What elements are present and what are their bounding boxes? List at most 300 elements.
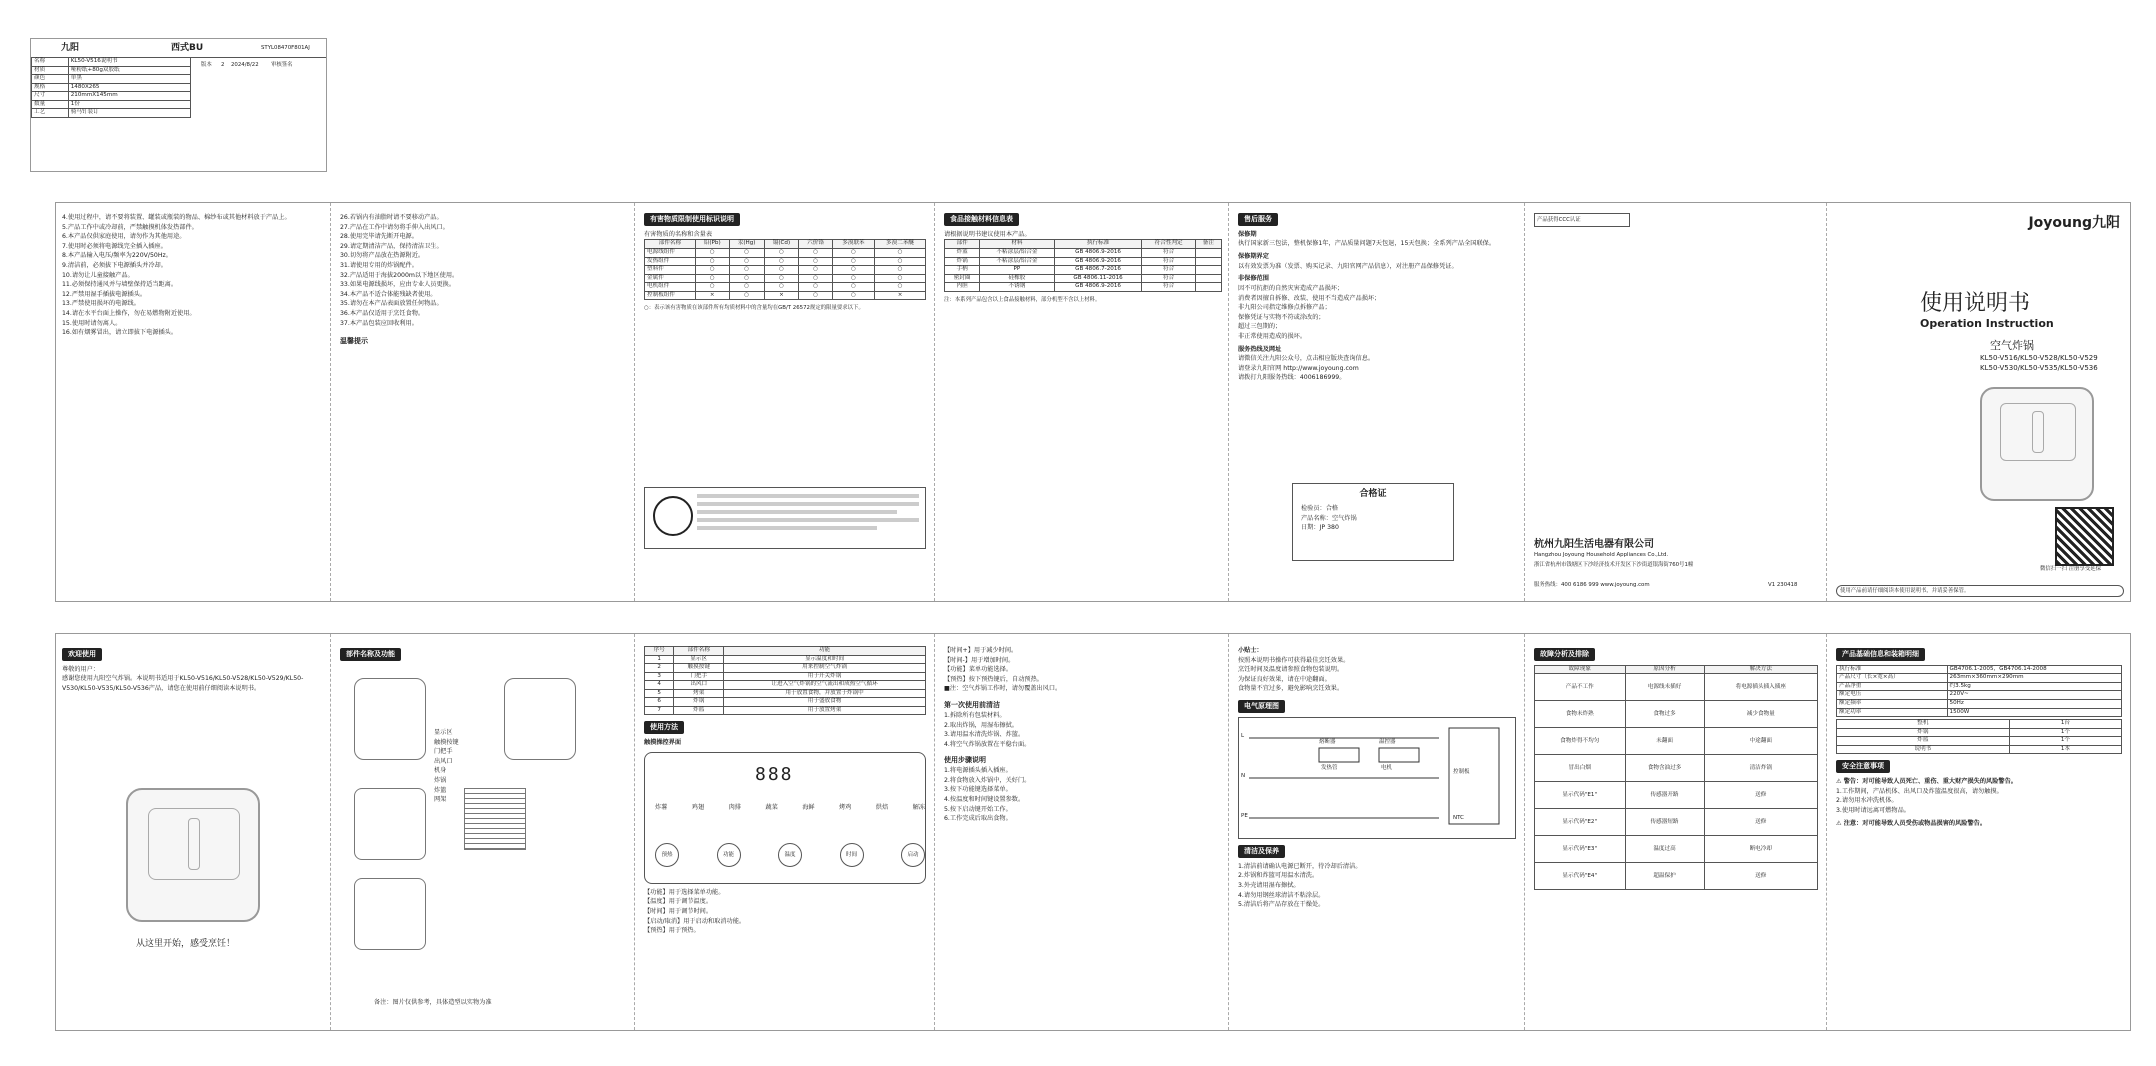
function-no: 3 [645,672,674,681]
parts-fryer-front [354,678,426,760]
food-remark [1195,249,1221,258]
first-title: 第一次使用前清洁 [944,701,1000,710]
food-row [945,266,1222,275]
safety-item: 6.本产品仅供家庭使用，请勿作为其他用途。 [62,233,186,241]
food-remark [1195,283,1221,292]
spec-row-label: 数量 [32,100,69,109]
safety-item: 7.使用时必须将电源线完全插入插座。 [62,242,167,250]
operation-step: 4.按温度和时间键设置参数。 [944,796,1025,803]
welcome-image [126,788,260,922]
mode-label: 炸薯 [655,803,668,811]
function-row [645,664,926,673]
food-header: 执行标准 [1054,240,1142,249]
hazard-mark: ○ [729,249,764,258]
food-header: 部件 [945,240,980,249]
trouble-row [1535,755,1818,782]
hazard-header: 多溴联苯 [832,240,874,249]
hazard-row [645,266,926,275]
hazard-mark: × [695,291,729,300]
spec-date: 2024/8/22 [231,62,259,68]
tip-item: 按照本说明书操作可获得最佳烹饪效果。 [1238,656,1350,664]
hazard-mark: ○ [832,283,874,292]
safety-item: 26.若锅内有油脂时请不要移动产品。 [340,214,443,221]
food-result: 符合 [1142,274,1195,283]
function-col [638,638,932,1026]
trouble-row [1535,809,1818,836]
touch-button[interactable]: 功能 [717,843,741,867]
packing-row [1837,745,2122,754]
service-item: 非正常使用造成的损坏。 [1238,332,1307,340]
mode-label: 肉排 [728,803,741,811]
caution-icon: ⚠ [1836,819,1844,827]
service-item: 消费者因擅自拆修、改装、使用不当造成产品损坏； [1238,294,1381,302]
spec-row-label: 规格 [32,83,69,92]
function-no: 2 [645,664,674,673]
parts-note: 备注：图片仅供参考，具体造型以实物为准 [374,999,492,1006]
hazard-mark: ○ [832,257,874,266]
hazard-mark: ○ [764,257,799,266]
hazard-mark: ○ [799,257,833,266]
trouble-symptom: 食物未炸熟 [1535,701,1626,728]
food-standard: GB 4806.9-2016 [1054,257,1142,266]
operation-step: 2.将食物放入炸锅中，关好门。 [944,776,1031,784]
mode-label: 解冻 [912,803,925,811]
mode-label: 烘焙 [875,803,889,811]
hazard-header: 多溴二苯醚 [875,240,926,249]
hazard-header: 六价铬 [799,240,833,249]
function-no: 6 [645,698,674,707]
hazard-subtitle: 有害物质的名称和含量表 [644,230,713,238]
warning-icon: ⚠ [1836,778,1844,786]
hazard-mark: ○ [764,274,799,283]
param-label: 执行标准 [1837,665,1948,674]
hazard-mark: ○ [695,283,729,292]
trouble-symptom: 食物炸得不均匀 [1535,728,1626,755]
welcome-title: 欢迎使用 [62,648,102,661]
operation-note: ■注：空气炸锅工作时，请勿覆盖出风口。 [944,685,1062,693]
certificate [1292,483,1454,561]
operation-step: 1.将电源插头插入插座。 [944,767,1012,775]
manual-sheet-outer [55,202,2131,602]
param-row [1837,708,2122,717]
hazard-mark: ○ [695,257,729,266]
param-value: 220V~ [1947,691,2121,700]
tip-item: 食物量不宜过多，避免影响烹饪效果。 [1238,685,1344,693]
hazard-mark: ○ [799,283,833,292]
food-result: 符合 [1142,283,1195,292]
mode-label: 蔬菜 [765,803,778,811]
spec-row-label: 工艺 [32,109,69,118]
hazard-table [644,239,926,300]
trouble-fix: 中途翻面 [1704,728,1817,755]
food-remark [1195,266,1221,275]
usage-note: 【温度】用于调节温度。 [644,898,713,906]
safety-item: 31.请使用专用的炸锅配件。 [340,262,418,270]
packing-row [1837,728,2122,737]
trouble-symptom: 显示代码"E4" [1535,863,1626,890]
spec-row-value: 单黑 [68,75,190,84]
spec-row-value: 210mmX145mm [68,92,190,101]
hazard-mark: ○ [799,249,833,258]
trouble-row [1535,701,1818,728]
part-label: 炸篮 [434,786,447,794]
back-panel-col [1528,207,1824,597]
function-no: 1 [645,655,674,664]
spec-row-label: 颜色 [32,75,69,84]
safety-item: 29.请定期清洁产品，保持清洁卫生。 [340,242,443,250]
food-remark [1195,274,1221,283]
cert-date-value: JP 380 [1319,524,1339,532]
hazard-mark: ○ [729,291,764,300]
packing-row [1837,720,2122,729]
safety-item: 30.切勿将产品放在热源附近。 [340,252,425,260]
function-part: 烤架 [674,689,724,698]
first-step: 4.将空气炸锅放置在平稳台面。 [944,740,1031,748]
param-label: 额定频率 [1837,700,1948,709]
cover-footer-note: 使用产品前请仔细阅读本使用说明书，并请妥善保管。 [1836,585,2124,597]
food-result: 符合 [1142,249,1195,258]
panel-title: 触摸操控界面 [644,739,682,747]
warning-item: 2.请勿用水冲洗机体。 [1836,797,1898,805]
warning-item: 1.工作期间，产品机体、出风口及炸篮温度很高，请勿触摸。 [1836,787,2003,795]
param-label: 产品净重 [1837,682,1948,691]
hazard-mark: ○ [764,266,799,275]
parts-pot [354,878,426,950]
mode-label: 鸡翅 [691,803,705,811]
trouble-cause: 食物过多 [1625,701,1704,728]
spec-row-label: 尺寸 [32,92,69,101]
food-part: 密封圈 [945,274,980,283]
function-desc: 用来控制空气炸锅 [724,664,926,673]
trouble-fix: 减少食物量 [1704,701,1817,728]
food-remark [1195,257,1221,266]
food-subtitle: 请根据说明书建议使用本产品。 [944,230,1031,238]
function-row [645,655,926,664]
cert-product-label: 产品名称： [1301,514,1332,522]
hazard-part: 发热组件 [645,257,696,266]
hazard-col [638,207,932,597]
packing-value: 1台 [2009,720,2121,729]
food-table [944,239,1222,291]
part-label: 出风口 [434,757,453,765]
food-row [945,274,1222,283]
hazard-row [645,274,926,283]
function-part: 门把手 [674,672,724,681]
function-part: 炸锅 [674,698,724,707]
air-fryer-image [1980,387,2094,501]
company-address: 浙江省杭州市钱塘区下沙经济技术开发区下沙街道银海街760号1幢 [1534,562,1694,568]
safety-item: 9.清洁前，必须拔下电源插头并冷却。 [62,262,167,270]
tips-title: 小贴士： [1238,647,1263,654]
hazard-mark: ○ [729,257,764,266]
qr-caption: 微信扫一扫 注册享受延保 [2040,566,2102,572]
packing-row [1837,737,2122,746]
packing-label: 炸锅 [1837,728,2010,737]
hazard-header: 汞(Hg) [729,240,764,249]
cover-models-1: KL50-V516/KL50-V528/KL50-V529 [1980,354,2098,362]
spec-row-value: 哑粉纸+80g双胶纸 [68,66,190,75]
hazard-row [645,283,926,292]
spec-row [32,66,191,75]
clean-title: 清洁及保养 [1238,845,1285,858]
spec-row [32,92,191,101]
safety-item: 37.本产品包装应回收利用。 [340,319,418,327]
hazard-mark: ○ [799,274,833,283]
safety-title: 安全注意事项 [1836,760,1890,773]
warning-line [1836,777,2122,787]
service-item: 超过三包期的； [1238,323,1282,331]
qr-code [2055,507,2114,566]
safety-item: 16.如有烟雾冒出，请立即拔下电源插头。 [62,329,178,337]
param-value: GB4706.1-2005，GB4706.14-2008 [1947,665,2121,674]
food-part: 手柄 [945,266,980,275]
hazard-mark: ○ [875,249,926,258]
tip-item: 烹饪时间及温度请参照食物包装说明。 [1238,666,1344,674]
hazard-part: 金属件 [645,274,696,283]
packing-value: 1个 [2009,737,2121,746]
hazard-mark: ○ [764,283,799,292]
service-item: 非九阳公司指定维修点拆修产品； [1238,304,1331,312]
hazard-mark: ○ [799,266,833,275]
hazard-title: 有害物质限制使用标识说明 [644,213,740,226]
clean-item: 3.外壳请用湿布擦拭。 [1238,881,1300,889]
hazard-mark: × [764,291,799,300]
trouble-cause: 电源线未插好 [1625,674,1704,701]
safety-item: 5.产品工作中或冷却前，严禁触摸机体发热部件。 [62,223,198,231]
trouble-cause: 传感器开路 [1625,782,1704,809]
safety-col-1 [56,207,330,597]
food-header: 备注 [1195,240,1221,249]
spec-brand: 九阳 [61,43,80,53]
company-cn: 杭州九阳生活电器有限公司 [1534,539,1654,550]
trouble-cause: 传感器短路 [1625,809,1704,836]
usage-note: 【启动/取消】用于启动和取消功能。 [644,917,746,925]
spec-row-label: 材质 [32,66,69,75]
cover-product: 空气炸锅 [1990,339,2034,352]
safety-item: 12.严禁用湿手插拔电源插头。 [62,290,147,298]
hazard-part: 电机组件 [645,283,696,292]
first-step: 2.取出炸锅，用湿布擦拭。 [944,721,1018,729]
safety-item: 36.本产品仅适用于烹饪食物。 [340,310,425,318]
food-result: 符合 [1142,266,1195,275]
mode-label: 海鲜 [802,803,815,811]
manual-sheet-inner [55,633,2131,1031]
function-desc: 用于放置食物，并放置于炸锅中 [724,689,926,698]
warranty-title: 保修期 [1238,230,1257,238]
hazard-mark: ○ [832,266,874,275]
trouble-header: 解决方法 [1704,665,1817,674]
trouble-symptom: 冒出白烟 [1535,755,1626,782]
hazard-header: 铅(Pb) [695,240,729,249]
hazard-part: 控制板组件 [645,291,696,300]
operation-step: 6.工作完成后取出食物。 [944,815,1012,823]
hazard-mark: ○ [875,274,926,283]
mode-label: 烤鸡 [838,803,852,811]
safety-item: 13.严禁使用损坏的电源线。 [62,300,140,308]
clean-item: 4.请勿用钢丝球清洁不粘涂层。 [1238,891,1325,899]
param-row [1837,691,2122,700]
warranty-text: 执行国家新三包法，整机保修1年，产品质量问题7天包退，15天包换；全系列产品全国联保。 [1238,240,1496,248]
packing-label: 炸篮 [1837,737,2010,746]
trouble-header: 故障现象 [1535,665,1626,674]
parts-basket [354,788,426,860]
caution-line [1836,819,2122,829]
function-row [645,681,926,690]
function-no: 7 [645,706,674,715]
param-value: 1500W [1947,708,2121,717]
tip-item: 为保证良好效果，请在中途翻面。 [1238,675,1331,683]
hazard-mark: ○ [832,249,874,258]
function-no: 4 [645,681,674,690]
contact-item: 请拨打九阳服务热线：4006186999。 [1238,374,1346,382]
trouble-fix: 将电源插头插入插座 [1704,674,1817,701]
packing-value: 1本 [2009,745,2121,754]
safety-item: 11.必须保持通风并与墙壁保持适当距离。 [62,281,178,289]
food-material: 不锈钢 [980,283,1054,292]
steps-title: 使用步骤说明 [944,756,986,765]
after-sales-col [1232,207,1522,597]
spec-sheet [30,38,327,172]
trouble-row [1535,674,1818,701]
trouble-symptom: 产品不工作 [1535,674,1626,701]
cover-logo: Joyoung九阳 [2028,215,2120,231]
operation-note: 【功能】菜单功能选择。 [944,666,1013,674]
part-label: 触摸按键 [434,738,459,746]
function-table [644,646,926,715]
hazard-mark: ○ [799,291,833,300]
part-label: 网架 [434,796,447,804]
trouble-col [1528,638,1824,1026]
parts-col [334,638,632,1026]
food-material: PP [980,266,1054,275]
hazard-header: 部件名称 [645,240,696,249]
circuit-label: NTC [1453,814,1464,821]
param-label: 产品尺寸（长×宽×高） [1837,674,1948,683]
safety-item: 10.请勿让儿童接触产品。 [62,271,134,279]
trouble-header: 原因分析 [1625,665,1704,674]
trouble-symptom: 显示代码"E1" [1535,782,1626,809]
warning-item: 3.使用时请远离可燃物品。 [1836,806,1910,814]
contact-item: 请微信关注九阳公众号，点击相应版块查询信息。 [1238,355,1375,363]
function-desc: 用于开关炸锅 [724,672,926,681]
clean-item: 5.清洁后将产品存放在干燥处。 [1238,901,1325,909]
parts-title: 部件名称及功能 [340,648,401,661]
function-desc: 用于盛放食物 [724,698,926,707]
safety-item: 34.本产品不适合体能残缺者使用。 [340,290,437,298]
spec-approve: 审核签名 [271,62,293,68]
circuit-label: L [1241,732,1245,739]
food-result: 符合 [1142,257,1195,266]
usage-note: 【预热】用于预热。 [644,927,700,935]
circuit-label: 控制板 [1453,768,1470,775]
usage-note: 【功能】用于选择菜单功能。 [644,888,725,896]
hazard-mark: ○ [729,274,764,283]
circuit-label: 熔断器 [1319,738,1336,745]
trouble-row [1535,836,1818,863]
spec-row-value: 1份 [68,100,190,109]
trouble-fix: 送修 [1704,809,1817,836]
welcome-text: 感谢您使用九阳空气炸锅。本说明书适用于KL50-V516/KL50-V528/KL50-V529/KL50-V530/KL50-V535/KL50-V536产品，请您在使用前仔细阅读本说明书。 [62,675,304,693]
operation-step: 3.按下功能键选择菜单。 [944,786,1012,794]
contact-title: 服务热线及网址 [1238,345,1282,353]
hazard-part: 电源线组件 [645,249,696,258]
food-row [945,257,1222,266]
operation-note: 【时间-】用于增加时间。 [944,656,1015,664]
hazard-note: ○：表示该有害物质在该部件所有均质材料中的含量均在GB/T 26572规定的限量要求以下。 [644,305,864,312]
spec-row-value: 1480X265 [68,83,190,92]
circuit-diagram [1238,717,1516,839]
cert-inspector-label: 检验员： [1301,504,1326,512]
spec-row [32,58,191,67]
trouble-fix: 送修 [1704,782,1817,809]
spec-version-label: 版本 [201,62,212,68]
circuit-label: 温控器 [1379,738,1396,745]
spec-code: STYL08470F801AJ [261,45,310,51]
service-line: 服务热线：400 6186 999 www.joyoung.com [1534,582,1650,588]
spec-row-value: 骑马钉装订 [68,109,190,118]
spec-row-label: 名称 [32,58,69,67]
touch-button[interactable]: 时间 [840,843,864,867]
spec-params-title: 产品基础信息和装箱明细 [1836,648,1925,661]
hazard-row [645,257,926,266]
warm-tips-title: 温馨提示 [340,337,368,346]
trouble-fix: 断电冷却 [1704,836,1817,863]
part-label: 显示区 [434,729,453,736]
circuit-label: 电机 [1381,764,1393,771]
circuit-label: PE [1241,812,1248,819]
food-header: 符合性判定 [1142,240,1195,249]
touch-button[interactable]: 温度 [778,843,802,867]
spec-version: 2 [221,62,225,68]
function-row [645,672,926,681]
function-desc: 显示温度和时间 [724,655,926,664]
function-no: 5 [645,689,674,698]
hazard-mark: ○ [875,257,926,266]
operation-note: 【预热】按下预热键后，自动预热。 [944,675,1043,683]
hazard-mark: ○ [695,266,729,275]
food-material: 不粘涂层/铝合金 [980,257,1054,266]
usage-title: 使用方法 [644,721,684,734]
spec-row [32,100,191,109]
hazard-mark: ○ [764,249,799,258]
function-part: 出风口 [674,681,724,690]
service-title: 非保修范围 [1238,275,1269,283]
cert-product-value: 空气炸锅 [1331,514,1357,522]
welcome-col [56,638,330,1026]
function-header: 序号 [645,647,674,656]
trouble-row [1535,782,1818,809]
hazard-part: 塑料件 [645,266,696,275]
safety-item: 32.产品适用于海拔2000m以下地区使用。 [340,271,459,279]
packing-label: 说明书 [1837,745,2010,754]
ccc-box: 产品获得CCC认证 [1534,213,1630,227]
spec-department: 西式BU [171,43,204,53]
trouble-row [1535,863,1818,890]
food-part: 炸篮 [945,249,980,258]
usage-note: 【时间】用于调节时间。 [644,908,713,916]
circuit-title: 电气原理图 [1238,700,1285,713]
part-label: 门把手 [434,748,453,756]
safety-item: 33.如果电源线损坏，应由专业人员更换。 [340,281,456,289]
hazard-mark: ○ [875,283,926,292]
parts-rack [464,788,526,850]
contact-item: 请登录九阳官网 http://www.joyoung.com [1238,364,1359,372]
food-standard: GB 4806.7-2016 [1054,266,1142,275]
packing-table [1836,719,2122,754]
touch-button[interactable]: 预热 [655,843,679,867]
touch-button[interactable]: 启动 [901,843,925,867]
trouble-symptom: 显示代码"E3" [1535,836,1626,863]
